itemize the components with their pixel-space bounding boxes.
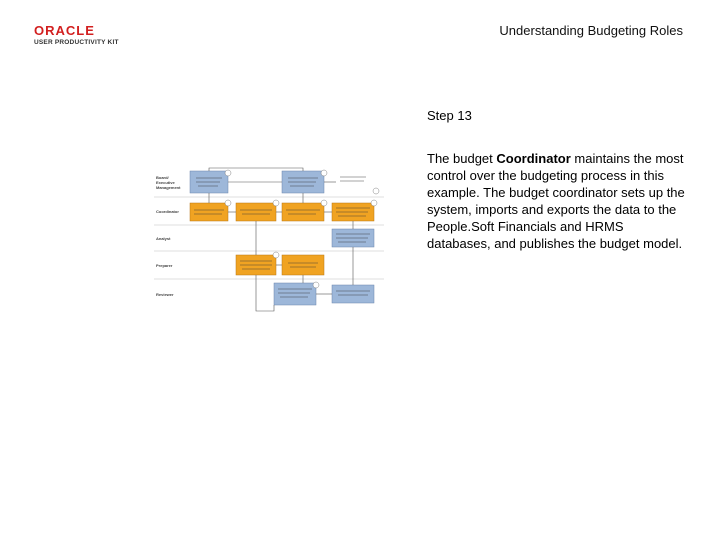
box-reviewer-2 bbox=[332, 285, 374, 303]
svg-text:Executive: Executive bbox=[156, 180, 175, 185]
description-bold-role: Coordinator bbox=[496, 151, 571, 166]
box-coordinator-1 bbox=[190, 203, 228, 221]
description-text-before: The budget bbox=[427, 151, 497, 166]
budgeting-process-diagram bbox=[154, 167, 384, 315]
step-description bbox=[427, 150, 689, 252]
logo-sub-text: USER PRODUCTIVITY KIT bbox=[34, 39, 119, 46]
lane-label-reviewer: Reviewer bbox=[156, 292, 174, 297]
lane-label-coordinator: Coordinator bbox=[156, 209, 179, 214]
logo-main-text: ORACLE bbox=[34, 23, 95, 38]
oracle-logo bbox=[34, 24, 134, 46]
box-reviewer-1 bbox=[274, 283, 316, 305]
page-title: Understanding Budgeting Roles bbox=[499, 23, 683, 38]
lane-label-board: Board/ bbox=[156, 175, 169, 180]
svg-text:Management: Management bbox=[156, 185, 181, 190]
lane-label-preparer: Preparer bbox=[156, 263, 173, 268]
box-preparer-2 bbox=[282, 255, 324, 275]
box-coordinator-3 bbox=[282, 203, 324, 221]
box-coordinator-2 bbox=[236, 203, 276, 221]
step-label: Step 13 bbox=[427, 108, 472, 123]
lane-label-analyst: Analyst bbox=[156, 236, 171, 241]
description-text-after: maintains the most control over the budgeting process in this example. The budget coordinator sets up the system, imports and exports the data to the People.Soft Financials and HRMS databases, and publishes the budget model. bbox=[427, 151, 685, 251]
